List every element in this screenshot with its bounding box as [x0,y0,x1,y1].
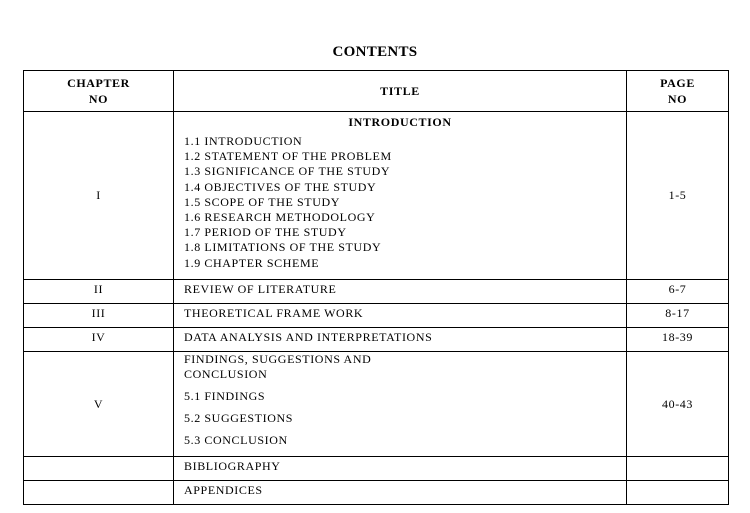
chapter-5-title-cell [174,352,627,457]
chapter-2-pages: 6-7 [627,280,729,304]
chapter-5-title-line1: FINDINGS, SUGGESTIONS AND [184,352,372,366]
chapter-4-no: IV [24,328,174,352]
chapter-3-pages: 8-17 [627,304,729,328]
header-page-no [627,71,729,112]
chapter-1-heading: INTRODUCTION [348,115,452,129]
chapter-3-title: THEORETICAL FRAME WORK [174,304,627,328]
section-1-2: 1.2 STATEMENT OF THE PROBLEM [184,149,392,164]
table-row-chapter-1 [24,112,729,280]
header-page-line2: NO [667,92,688,106]
section-1-8: 1.8 LIMITATIONS OF THE STUDY [184,240,382,255]
section-1-3: 1.3 SIGNIFICANCE OF THE STUDY [184,164,391,179]
page-title: CONTENTS [332,44,418,60]
chapter-1-pages: 1-5 [627,112,729,280]
chapter-1-sections [184,134,626,271]
chapter-2-title: REVIEW OF LITERATURE [174,280,627,304]
header-chapter-line1: CHAPTER [67,76,130,90]
section-1-9: 1.9 CHAPTER SCHEME [184,255,320,270]
chapter-2-no: II [24,280,174,304]
appendices-pages [627,481,729,505]
chapter-1-no: I [24,112,174,280]
chapter-4-title: DATA ANALYSIS AND INTERPRETATIONS [174,328,627,352]
contents-table [23,70,729,505]
bibliography-no [24,457,174,481]
chapter-1-title-cell [174,112,627,280]
bibliography-title: BIBLIOGRAPHY [174,457,627,481]
table-header-row [24,71,729,112]
appendices-title: APPENDICES [174,481,627,505]
chapter-5-pages: 40-43 [627,352,729,457]
header-title: TITLE [174,71,627,112]
header-chapter-no [24,71,174,112]
bibliography-pages [627,457,729,481]
table-row-chapter-4 [24,328,729,352]
table-row-appendices [24,481,729,505]
table-row-bibliography [24,457,729,481]
table-row-chapter-3 [24,304,729,328]
section-1-6: 1.6 RESEARCH METHODOLOGY [184,210,376,225]
section-5-1: 5.1 FINDINGS [184,389,266,403]
header-page-line1: PAGE [660,76,695,90]
header-chapter-line2: NO [88,92,109,106]
chapter-4-pages: 18-39 [627,328,729,352]
section-1-1: 1.1 INTRODUCTION [184,134,303,148]
section-1-4: 1.4 OBJECTIVES OF THE STUDY [184,179,377,194]
section-5-3: 5.3 CONCLUSION [184,433,288,447]
table-row-chapter-2 [24,280,729,304]
chapter-3-no: III [24,304,174,328]
section-1-7: 1.7 PERIOD OF THE STUDY [184,225,347,240]
section-5-2: 5.2 SUGGESTIONS [184,411,294,425]
section-1-5: 1.5 SCOPE OF THE STUDY [184,194,340,209]
appendices-no [24,481,174,505]
chapter-5-title-line2: CONCLUSION [184,367,268,381]
table-row-chapter-5 [24,352,729,457]
chapter-5-no: V [24,352,174,457]
